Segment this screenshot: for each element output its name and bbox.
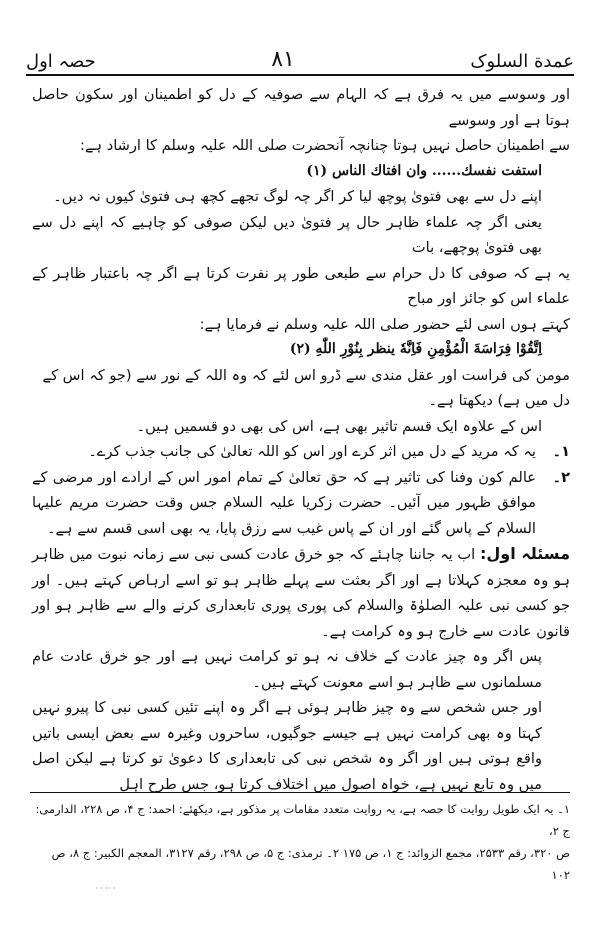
page-number: ۸۱ xyxy=(271,47,295,72)
body-line: اس کے علاوہ ایک قسم تاثیر بھی ہے، اس کی بھی دو قسمیں ہیں۔ xyxy=(136,417,542,435)
body-line: یہ ہے کہ صوفی کا دل حرام سے طبعی طور پر نفرت کرتا ہے اگر چہ باعتبار ظاہر کے علماء اس کو جائز اور مباح xyxy=(32,264,570,307)
body-line: یعنی اگر چہ علماء ظاہر حال پر فتویٰ دیں لیکن صوفی کو چاہیے کہ اپنے دل سے بھی فتویٰ پوچھے، بات xyxy=(32,213,542,256)
section-heading: مسئلہ اول: xyxy=(479,544,570,563)
body-line: مومن کی فراست اور عقل مندی سے ڈرو اس لئے کہ وہ اللہ کے نور سے (جو کہ اس کے xyxy=(42,366,570,384)
body-line: کہتے ہوں اسی لئے حضور صلی اللہ علیہ وسلم نے فرمایا ہے: xyxy=(199,315,570,333)
list-text: عالم کون وفنا کی تاثیر ہے کہ حق تعالیٰ کے تمام امور اس کے ارادے اور مرضی کے موافق ظہور میں آئیں۔ حضرت زکریا علیہ السلام جس وقت حضرت مریم علیہا السلام کے پاس گئے اور ان کے پاس غیب سے رزق پایا، یہ بھی اسی قسم سے ہے۔ xyxy=(32,468,536,537)
body-paragraph: اور جس شخص سے وہ چیز ظاہر ہوئی ہے اگر وہ اپنے تئیں کسی نبی کا پیرو نہیں کہتا وہ بھی کرامت نہیں ہے جیسے جوگیوں، ساحروں وغیرہ سے بعض ایسی باتیں واقع ہوتی ہیں اور اگر وہ شخص نبی کی تابعداری کا دعویٰ تو کرتا ہے لیکن اصل میں وہ تابع نہیں ہے، خواہ اصول میں اختلاف کرتا ہو، جس طرح اہل xyxy=(32,699,542,793)
book-title: عمدة السلوک xyxy=(470,51,574,72)
page-header xyxy=(26,38,574,72)
list-item xyxy=(32,465,570,542)
footnote: ۱۔ یہ ایک طویل روایت کا حصہ ہے، یہ روایت متعدد مقامات پر مذکور ہے، دیکھئے: احمد: ج ۴، ص ۲۲۸، الدارمی: ج ۲، xyxy=(35,802,570,838)
footnote: ص ۳۲۰، رقم ۲۵۳۳، مجمع الزوائد: ج ۱، ص ۱۷۵ ۲۔ ترمذی: ج ۵، ص ۲۹۸، رقم ۳۱۲۷، المعجم الکبیر: ج ۸، ص ۱۰۲ xyxy=(51,846,570,882)
body-line: سے اطمینان حاصل نہیں ہوتا چنانچہ آنحضرت صلی اللہ علیہ وسلم کا ارشاد ہے: xyxy=(80,137,570,154)
list-item xyxy=(32,439,570,465)
hadith-quote: اِتَّقُوْا فِرَاسَةَ الْمُؤْمِنِ فَاِنَّهٗ ينظر بِنُوْرِ اللّٰهِ (۲) xyxy=(289,341,542,357)
list-number: ۲۔ xyxy=(552,468,570,486)
volume-label: حصہ اول xyxy=(26,51,96,72)
header-rule xyxy=(26,74,574,76)
body-paragraph: پس اگر وہ چیز عادت کے خلاف نہ ہو تو کرامت نہیں ہے اور جو خرق عادت عام مسلمانوں سے ظاہر ہو اسے معونت کہتے ہیں۔ xyxy=(32,648,542,691)
list-number: ۱۔ xyxy=(552,443,570,460)
body-text-run: اب یہ جاننا چاہئے کہ جو خرق عادت کسی نبی سے زمانہ نبوت میں ظاہر ہو وہ معجزہ کہلاتا ہے اور اگر بعثت سے پہلے ظاہر ہو تو اسے ارہاص کہتے ہیں۔ اور جو کسی نبی علیہ الصلوٰۃ والسلام کی پوری پوری تابعداری کرنے والے سے ظاہر ہو اور قانون عادت سے خارج ہو وہ کرامت ہے۔ xyxy=(32,546,570,640)
hadith-quote: استفت نفسك...... وان افتاك الناس (۱) xyxy=(306,162,542,179)
list-text: یہ کہ مرید کے دل میں اثر کرے اور اس کو اللہ تعالیٰ کی جانب جذب کرے۔ xyxy=(88,443,536,460)
body-line: دل میں ہے) دیکھتا ہے۔ xyxy=(428,392,570,409)
footnote-rule xyxy=(30,792,570,793)
body-line: اور وسوسے میں یہ فرق ہے کہ الہام سے صوفیہ کے دل کو اطمینان اور سکون حاصل ہوتا ہے اور وسوسے xyxy=(32,86,570,129)
footnotes xyxy=(30,798,570,886)
body-line: اپنے دل سے بھی فتویٰ پوچھ لیا کر اگر چہ لوگ تجھے کچھ ہی فتویٰ کیوں نہ دیں۔ xyxy=(53,188,542,205)
scan-specks: · · ·· · xyxy=(95,884,116,893)
masala-paragraph xyxy=(32,541,570,644)
body-text xyxy=(32,82,570,797)
